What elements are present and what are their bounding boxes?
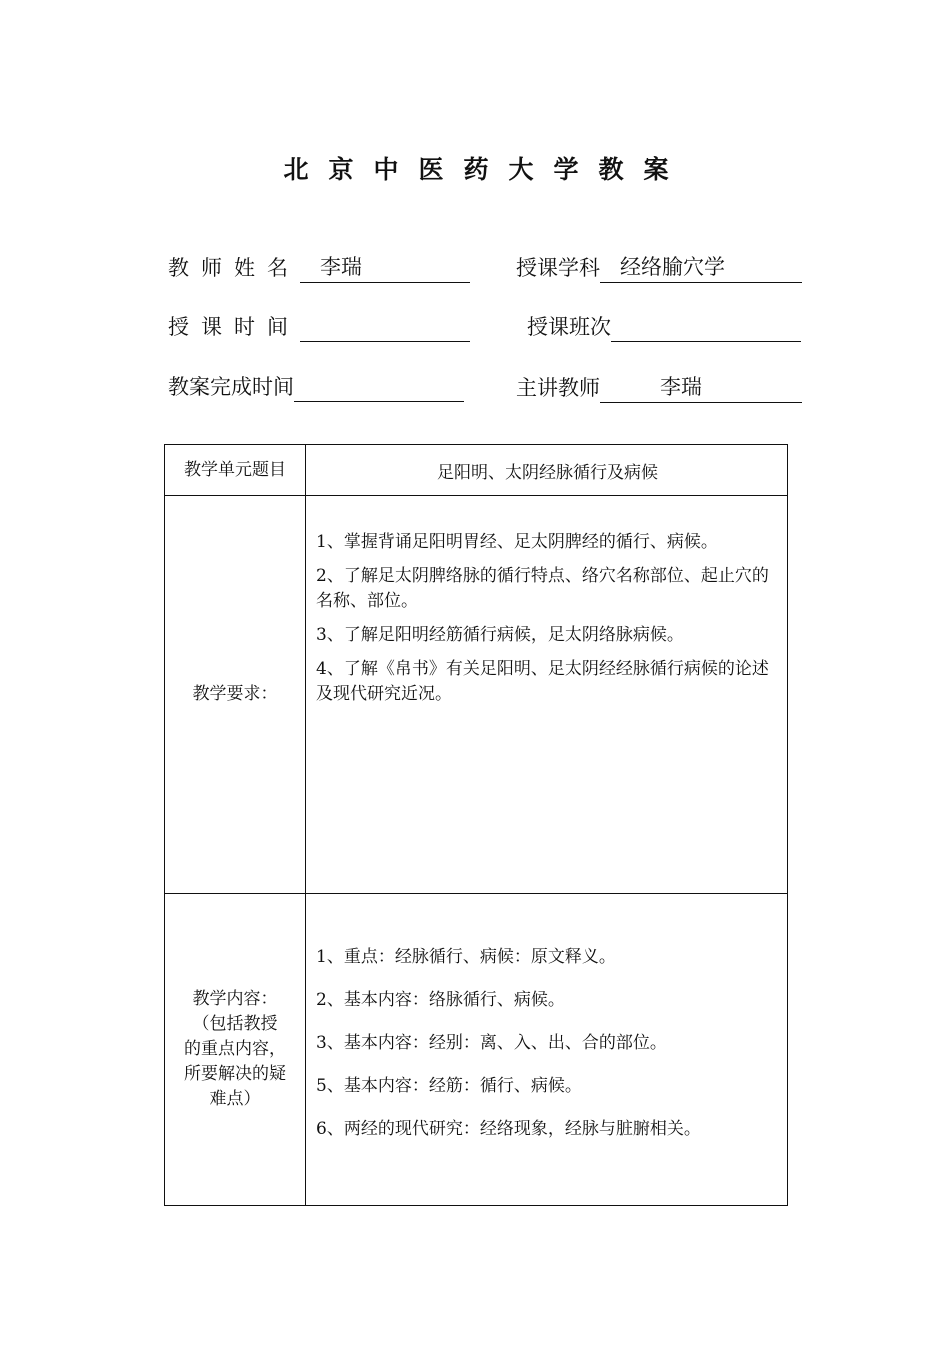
subject-field — [516, 252, 802, 288]
lecturer-value: 李瑞 — [600, 372, 802, 403]
requirement-item: 1、掌握背诵足阳明胃经、足太阴脾经的循行、病候。 — [316, 532, 718, 552]
content-cell — [306, 894, 788, 1206]
content-label-line: 的重点内容， — [184, 1039, 286, 1059]
lesson-time-label: 授课时间 — [168, 315, 300, 339]
class-label: 授课班次 — [527, 315, 611, 339]
requirements-label: 教学要求： — [165, 496, 306, 894]
content-item: 1、重点：经脉循行、病候：原文释义。 — [316, 947, 616, 967]
content-label-line: 难点） — [209, 1089, 261, 1109]
content-item: 2、基本内容：络脉循行、病候。 — [316, 990, 565, 1010]
requirement-item: 3、了解足阳明经筋循行病候，足太阴络脉病候。 — [316, 625, 684, 645]
content-item: 5、基本内容：经筋：循行、病候。 — [316, 1076, 582, 1096]
content-label-line: 所要解决的疑 — [184, 1064, 286, 1084]
table-row — [165, 496, 788, 894]
requirements-cell — [306, 496, 788, 894]
content-label — [165, 894, 306, 1206]
completion-time-label: 教案完成时间 — [168, 375, 294, 399]
teacher-name-value: 李瑞 — [300, 252, 470, 283]
requirement-item: 4、了解《帛书》有关足阳明、足太阴经经脉循行病候的论述及现代研究近况。 — [316, 659, 769, 704]
content-item: 3、基本内容：经别：离、入、出、合的部位。 — [316, 1033, 667, 1053]
completion-time-value — [294, 401, 464, 402]
page-title: 北京中医药大学教案 — [283, 155, 689, 184]
lesson-time-value — [300, 341, 470, 342]
teacher-name-field — [168, 252, 470, 288]
unit-title-label: 教学单元题目 — [165, 445, 306, 496]
completion-time-field — [168, 372, 464, 408]
class-field — [527, 312, 801, 348]
lecturer-field — [516, 372, 802, 408]
content-label-line: 教学内容： — [192, 989, 278, 1009]
content-item: 6、两经的现代研究：经络现象，经脉与脏腑相关。 — [316, 1119, 701, 1139]
table-row — [165, 894, 788, 1206]
requirement-item: 2、了解足太阴脾络脉的循行特点、络穴名称部位、起止穴的名称、部位。 — [316, 566, 769, 611]
teacher-name-label: 教师姓名 — [168, 256, 300, 280]
subject-value: 经络腧穴学 — [600, 252, 802, 283]
unit-title-value: 足阳明、太阴经脉循行及病候 — [306, 445, 788, 496]
class-value — [611, 341, 801, 342]
lecturer-label: 主讲教师 — [516, 376, 600, 400]
lesson-plan-table — [164, 444, 788, 1206]
content-label-line: （包括教授 — [192, 1014, 278, 1034]
lesson-time-field — [168, 312, 470, 348]
table-row — [165, 445, 788, 496]
subject-label: 授课学科 — [516, 256, 600, 280]
